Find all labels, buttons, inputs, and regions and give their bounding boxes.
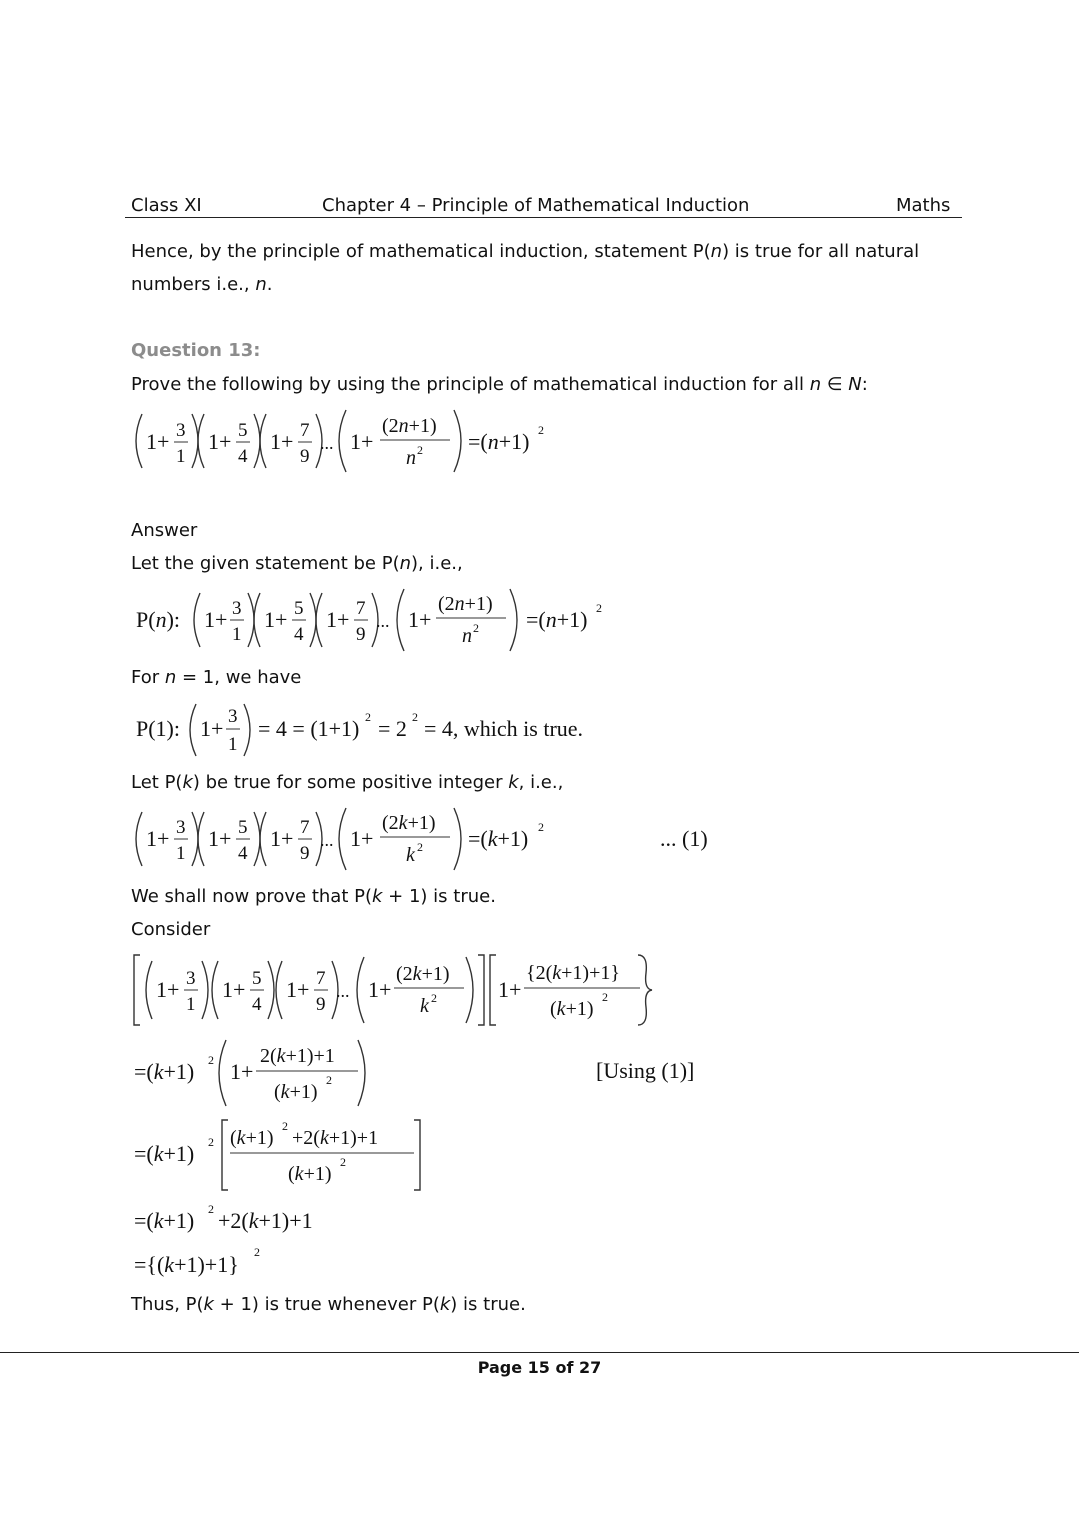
- svg-text:5: 5: [294, 598, 304, 619]
- svg-text:2: 2: [254, 1245, 260, 1259]
- svg-text:9: 9: [356, 624, 366, 645]
- svg-text:3: 3: [176, 420, 186, 441]
- answer-step2-text: For n = 1, we have: [131, 667, 302, 688]
- svg-text:1+: 1+: [498, 977, 522, 1002]
- svg-text:2(k+1)+1: 2(k+1)+1: [260, 1045, 335, 1067]
- svg-text:1+: 1+: [270, 826, 294, 851]
- svg-text:3: 3: [232, 598, 242, 619]
- svg-text:n: n: [406, 447, 416, 469]
- derivation-line-3: [134, 1118, 434, 1200]
- svg-text:2: 2: [340, 1155, 346, 1169]
- answer-step3-equation: [132, 806, 562, 878]
- svg-text:=(k+1): =(k+1): [134, 1208, 195, 1233]
- svg-text:9: 9: [300, 843, 310, 864]
- svg-text:1+: 1+: [350, 429, 374, 454]
- svg-text:(2n+1): (2n+1): [382, 415, 437, 437]
- svg-text:3: 3: [186, 968, 196, 989]
- answer-step2-equation: [134, 700, 584, 766]
- svg-text:={(k+1)+1}: ={(k+1)+1}: [134, 1252, 239, 1277]
- derivation-line-4: [134, 1202, 354, 1242]
- svg-text:2: 2: [473, 621, 479, 635]
- intro-line-2: numbers i.e., n.: [131, 274, 273, 295]
- svg-text:=(k+1): =(k+1): [134, 1141, 195, 1166]
- svg-text:1+: 1+: [408, 607, 432, 632]
- svg-text:= 2: = 2: [378, 716, 407, 741]
- answer-step3-text: Let P(k) be true for some positive integer k, i.e.,: [131, 772, 564, 793]
- svg-text:1+: 1+: [264, 607, 288, 632]
- svg-text:2: 2: [365, 710, 371, 724]
- svg-text:1+: 1+: [368, 977, 392, 1002]
- svg-text:(2k+1): (2k+1): [382, 812, 436, 834]
- svg-text:1+: 1+: [208, 429, 232, 454]
- svg-text:k: k: [406, 844, 415, 866]
- svg-text:(2k+1): (2k+1): [396, 963, 450, 985]
- answer-step1-text: Let the given statement be P(n), i.e.,: [131, 553, 463, 574]
- svg-text:7: 7: [356, 598, 366, 619]
- svg-text:...: ...: [336, 981, 350, 1001]
- svg-text:(k+1): (k+1): [274, 1081, 318, 1103]
- conclusion: Thus, P(k + 1) is true whenever P(k) is true.: [131, 1294, 526, 1315]
- svg-text:9: 9: [316, 994, 326, 1015]
- svg-text:1: 1: [228, 734, 238, 755]
- svg-text:1+: 1+: [156, 977, 180, 1002]
- svg-text:(k+1): (k+1): [230, 1127, 274, 1149]
- svg-text:9: 9: [300, 446, 310, 467]
- svg-text:1+: 1+: [286, 977, 310, 1002]
- svg-text:=(k+1): =(k+1): [134, 1059, 195, 1084]
- intro-line-1: Hence, by the principle of mathematical induction, statement P(n) is true for all natural: [131, 241, 920, 262]
- svg-text:1+: 1+: [204, 607, 228, 632]
- svg-text:1: 1: [176, 843, 186, 864]
- header-class: Class XI: [131, 195, 202, 216]
- svg-text:...: ...: [376, 611, 390, 631]
- svg-text:2: 2: [538, 423, 544, 437]
- svg-text:+2(k+1)+1: +2(k+1)+1: [218, 1208, 313, 1233]
- svg-text:(2n+1): (2n+1): [438, 593, 493, 615]
- svg-text:7: 7: [316, 968, 326, 989]
- svg-text:(k+1): (k+1): [288, 1163, 332, 1185]
- svg-text:7: 7: [300, 817, 310, 838]
- svg-text:1+: 1+: [222, 977, 246, 1002]
- svg-text:1+: 1+: [350, 826, 374, 851]
- svg-text:2: 2: [596, 601, 602, 615]
- svg-text:= 4, which is true.: = 4, which is true.: [424, 716, 584, 741]
- svg-text:k: k: [420, 995, 429, 1017]
- svg-text:n: n: [462, 625, 472, 647]
- svg-text:= 4 = (1+1): = 4 = (1+1): [258, 716, 360, 741]
- svg-text:...: ...: [320, 433, 334, 453]
- svg-text:7: 7: [300, 420, 310, 441]
- header-rule: [125, 217, 962, 218]
- svg-text:4: 4: [238, 843, 248, 864]
- svg-text:2: 2: [208, 1053, 214, 1067]
- svg-text:1+: 1+: [146, 429, 170, 454]
- svg-text:4: 4: [294, 624, 304, 645]
- svg-text:1+: 1+: [270, 429, 294, 454]
- svg-text:P(1):: P(1):: [136, 716, 180, 741]
- svg-text:=(n+1): =(n+1): [526, 607, 588, 632]
- svg-text:2: 2: [326, 1073, 332, 1087]
- svg-text:2: 2: [431, 991, 437, 1005]
- svg-text:2: 2: [412, 710, 418, 724]
- svg-text:1: 1: [186, 994, 196, 1015]
- derivation-line-2: [134, 1036, 384, 1118]
- svg-text:5: 5: [238, 420, 248, 441]
- svg-text:5: 5: [252, 968, 262, 989]
- question-title: Question 13:: [131, 340, 261, 361]
- svg-text:P(n):: P(n):: [136, 607, 181, 632]
- derivation-line-5: [134, 1244, 294, 1286]
- svg-text:2: 2: [417, 443, 423, 457]
- header-subject: Maths: [896, 195, 951, 216]
- svg-text:2: 2: [538, 820, 544, 834]
- header-chapter: Chapter 4 – Principle of Mathematical Induction: [322, 195, 750, 216]
- derivation-line-1: [132, 953, 662, 1035]
- equation-tag-1: ... (1): [660, 826, 708, 851]
- svg-text:1+: 1+: [208, 826, 232, 851]
- svg-text:2: 2: [208, 1202, 214, 1216]
- svg-text:{2(k+1)+1}: {2(k+1)+1}: [526, 962, 620, 984]
- svg-text:=(n+1): =(n+1): [468, 429, 530, 454]
- svg-text:1+: 1+: [230, 1059, 254, 1084]
- question-prompt: Prove the following by using the principle of mathematical induction for all n ∈ N:: [131, 374, 868, 395]
- svg-text:1: 1: [176, 446, 186, 467]
- answer-step4-text: We shall now prove that P(k + 1) is true.: [131, 886, 496, 907]
- svg-text:5: 5: [238, 817, 248, 838]
- question-equation: [132, 408, 562, 480]
- svg-text:1+: 1+: [146, 826, 170, 851]
- svg-text:(k+1): (k+1): [550, 998, 594, 1020]
- page-number: Page 15 of 27: [477, 1358, 602, 1377]
- svg-text:2: 2: [208, 1135, 214, 1149]
- svg-text:4: 4: [238, 446, 248, 467]
- answer-step5-text: Consider: [131, 919, 211, 940]
- svg-text:2: 2: [282, 1119, 288, 1133]
- svg-text:4: 4: [252, 994, 262, 1015]
- svg-text:3: 3: [176, 817, 186, 838]
- answer-label: Answer: [131, 520, 198, 541]
- using-note: [Using (1)]: [596, 1058, 695, 1083]
- svg-text:3: 3: [228, 706, 238, 727]
- svg-text:+2(k+1)+1: +2(k+1)+1: [292, 1127, 379, 1149]
- answer-step1-equation: [134, 587, 614, 659]
- svg-text:1+: 1+: [326, 607, 350, 632]
- svg-text:1+: 1+: [200, 716, 224, 741]
- svg-text:=(k+1): =(k+1): [468, 826, 529, 851]
- svg-text:...: ...: [320, 830, 334, 850]
- footer-rule: [0, 1352, 1079, 1353]
- svg-text:2: 2: [417, 840, 423, 854]
- svg-text:1: 1: [232, 624, 242, 645]
- svg-text:2: 2: [602, 990, 608, 1004]
